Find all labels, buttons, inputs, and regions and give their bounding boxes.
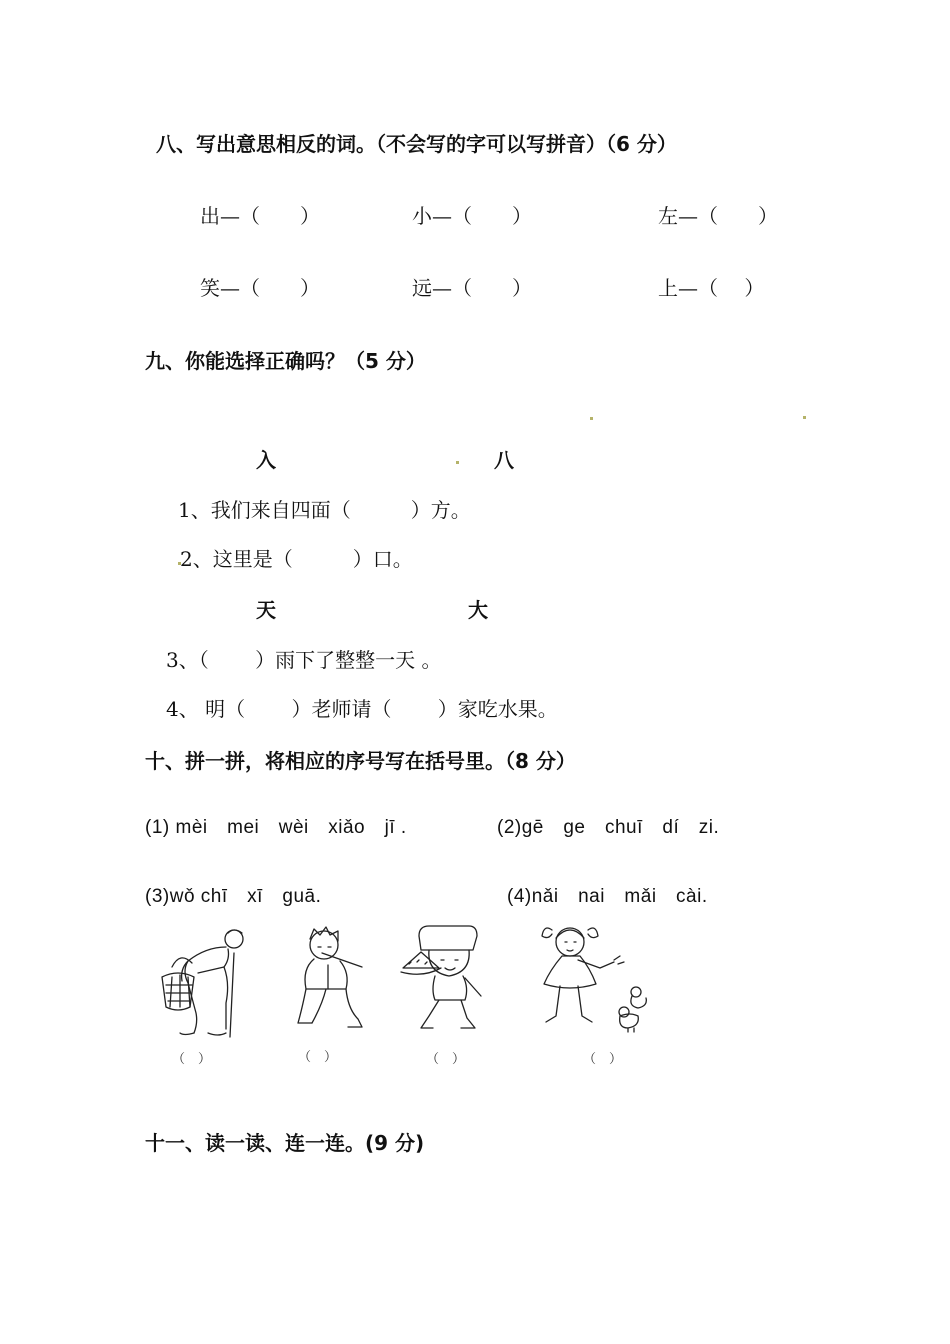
question-1: 1、我们来自四面（ ）方。: [178, 498, 471, 522]
pinyin-phrase-4: (4)nǎi nai mǎi cài.: [507, 886, 708, 907]
antonym-item: 上—（ ）: [658, 276, 765, 300]
choice-char: 大: [468, 598, 488, 622]
speck-mark: [590, 417, 593, 420]
section-10-heading: 十、拼一拼，将相应的序号写在括号里。（8 分）: [145, 749, 576, 773]
section-11-heading: 十一、读一读、连一连。(9 分): [145, 1131, 425, 1155]
question-3: 3、（ ）雨下了整整一天 。: [166, 648, 442, 672]
antonym-item: 小—（ ）: [412, 204, 532, 228]
boy-watermelon-icon: [395, 922, 495, 1037]
choice-char: 天: [256, 598, 276, 622]
answer-paren: （ ）: [298, 1050, 338, 1065]
section-8-heading: 八、写出意思相反的词。（不会写的字可以写拼音）（6 分）: [156, 132, 677, 156]
choice-char: 八: [494, 448, 514, 472]
pinyin-phrase-1: (1) mèi mei wèi xiǎo jī .: [145, 817, 407, 838]
choice-char: 入: [256, 448, 276, 472]
answer-paren: （ ）: [426, 1052, 466, 1067]
girl-chicks-icon: [538, 920, 668, 1035]
pinyin-phrase-3: (3)wǒ chī xī guā.: [145, 886, 322, 907]
antonym-item: 远—（ ）: [412, 276, 532, 300]
answer-paren: （ ）: [172, 1052, 212, 1067]
question-4: 4、 明（ ）老师请（ ）家吃水果。: [166, 697, 558, 721]
speck-mark: [456, 461, 459, 464]
answer-paren: （ ）: [583, 1052, 623, 1067]
section-9-heading: 九、你能选择正确吗？（5 分）: [145, 349, 426, 373]
pinyin-phrase-2: (2)gē ge chuī dí zi.: [497, 817, 720, 838]
antonym-item: 左—（ ）: [658, 204, 778, 228]
grandma-basket-icon: [158, 925, 258, 1040]
boy-flute-icon: [288, 925, 368, 1040]
question-2: 2、这里是（ ）口。: [180, 547, 413, 571]
antonym-item: 笑—（ ）: [200, 276, 320, 300]
antonym-item: 出—（ ）: [200, 204, 320, 228]
speck-mark: [803, 416, 806, 419]
